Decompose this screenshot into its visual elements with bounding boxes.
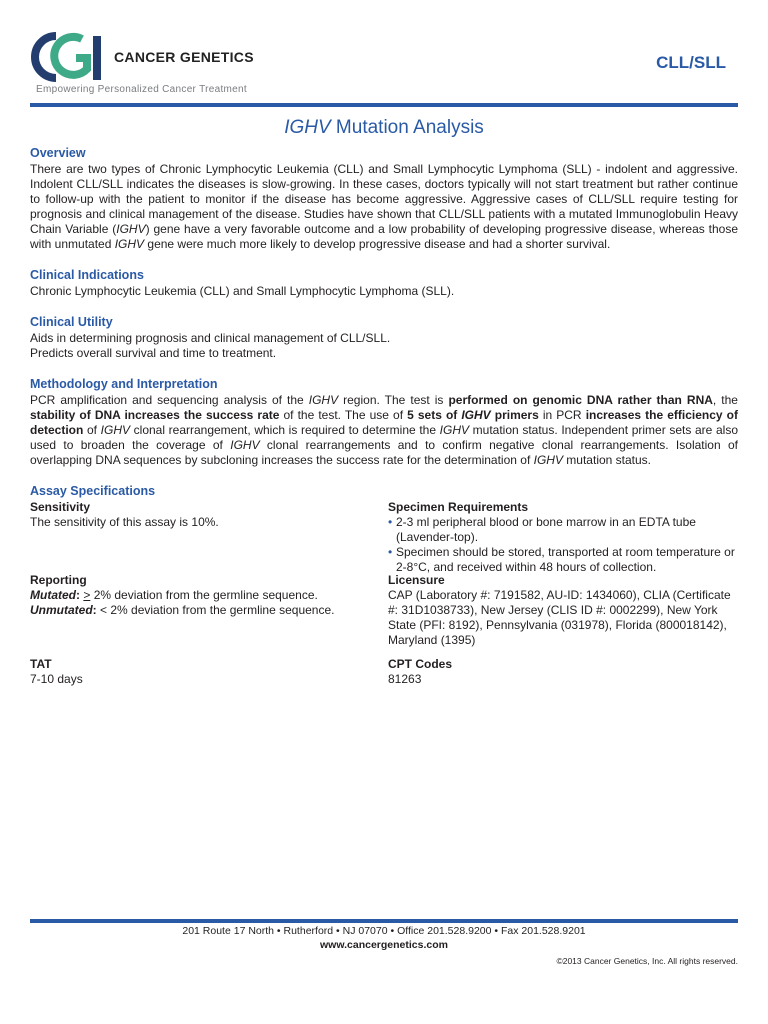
assay-specs <box>30 500 738 730</box>
utility-line-1: Aids in determining prognosis and clinical management of CLL/SLL. <box>30 331 391 345</box>
indications-heading: Clinical Indications <box>30 268 144 282</box>
specimen-item: • Specimen should be stored, transported at room temperature or 2-8°C, and received within 48 hours of collection. <box>388 545 738 575</box>
overview-text: There are two types of Chronic Lymphocytic Leukemia (CLL) and Small Lymphocytic Lymphoma (SLL) - indolent and aggressive. Indolent CLL/SLL indicates the diseases is slow-growing. In these cases, doctors typically will not start treatment but rather continue to follow-up with the patient to monitor if the disease has become aggressive. Aggressive cases of CLL/SLL require testing for prognosis and clinical management of the disease. Studies have shown that CLL/SLL patients with a mutated Immunoglobulin Heavy Chain Variable (IGHV) gene have a very favorable outcome and a low probability of developing progressive disease, whereas those with unmutated IGHV gene were much more likely to develop progressive disease and had a shorter survival. <box>30 162 738 251</box>
page-header <box>30 28 738 103</box>
specs-left-column <box>30 500 380 730</box>
footer-website-link[interactable]: www.cancergenetics.com <box>320 939 448 951</box>
assay-heading: Assay Specifications <box>30 484 156 498</box>
overview-heading: Overview <box>30 146 86 160</box>
disease-code: CLL/SLL <box>656 53 726 72</box>
footer-divider <box>30 919 738 923</box>
reporting-unmutated: Unmutated: < 2% deviation from the germline sequence. <box>30 603 335 617</box>
indications-text: Chronic Lymphocytic Leukemia (CLL) and Small Lymphocytic Lymphoma (SLL). <box>30 284 455 298</box>
licensure-heading: Licensure <box>388 573 445 587</box>
company-tagline: Empowering Personalized Cancer Treatment <box>36 84 247 95</box>
sensitivity-text: The sensitivity of this assay is 10%. <box>30 515 219 529</box>
specimen-list <box>388 515 738 575</box>
reporting-mutated: Mutated: > 2% deviation from the germline sequence. <box>30 588 318 602</box>
utility-heading: Clinical Utility <box>30 315 113 329</box>
methodology-text: PCR amplification and sequencing analysis of the IGHV region. The test is performed on genomic DNA rather than RNA, the stability of DNA increases the success rate of the test. The use of 5 sets of IGHV primers in PCR increases the efficiency of detection of IGHV clonal rearrangement, which is required to determine the IGHV mutation status. Independent primer sets are also used to broaden the coverage of IGHV clonal rearrangements and to confirm negative clonal rearrangements. Isolation of overlapping DNA sequences by subcloning increases the success rate for the determination of IGHV mutation status. <box>30 393 739 467</box>
main-content <box>30 146 738 730</box>
specs-right-column <box>388 500 738 730</box>
reporting-heading: Reporting <box>30 573 87 587</box>
company-logo-mark <box>30 32 110 82</box>
company-name: CANCER GENETICS <box>114 49 254 65</box>
cpt-text: 81263 <box>388 672 422 686</box>
utility-line-2: Predicts overall survival and time to treatment. <box>30 346 277 360</box>
page-title: IGHV Mutation Analysis <box>284 117 484 138</box>
tat-heading: TAT <box>30 657 52 671</box>
footer-address: 201 Route 17 North • Rutherford • NJ 07070 • Office 201.528.9200 • Fax 201.528.9201 <box>182 925 586 937</box>
specimen-heading: Specimen Requirements <box>388 500 529 514</box>
tat-text: 7-10 days <box>30 672 83 686</box>
specimen-item: • 2-3 ml peripheral blood or bone marrow in an EDTA tube (Lavender-top). <box>388 515 738 545</box>
licensure-text: CAP (Laboratory #: 7191582, AU-ID: 1434060), CLIA (Certificate #: 31D1038733), New Jersey (CLIS ID #: 0002299), New York State (PFI: 8192), Pennsylvania (031978), Florida (800018142), Maryland (1395) <box>388 588 731 647</box>
sensitivity-heading: Sensitivity <box>30 500 91 514</box>
header-divider <box>30 103 738 107</box>
cpt-heading: CPT Codes <box>388 657 453 671</box>
methodology-heading: Methodology and Interpretation <box>30 377 218 391</box>
footer-copyright: ©2013 Cancer Genetics, Inc. All rights reserved. <box>556 956 738 966</box>
